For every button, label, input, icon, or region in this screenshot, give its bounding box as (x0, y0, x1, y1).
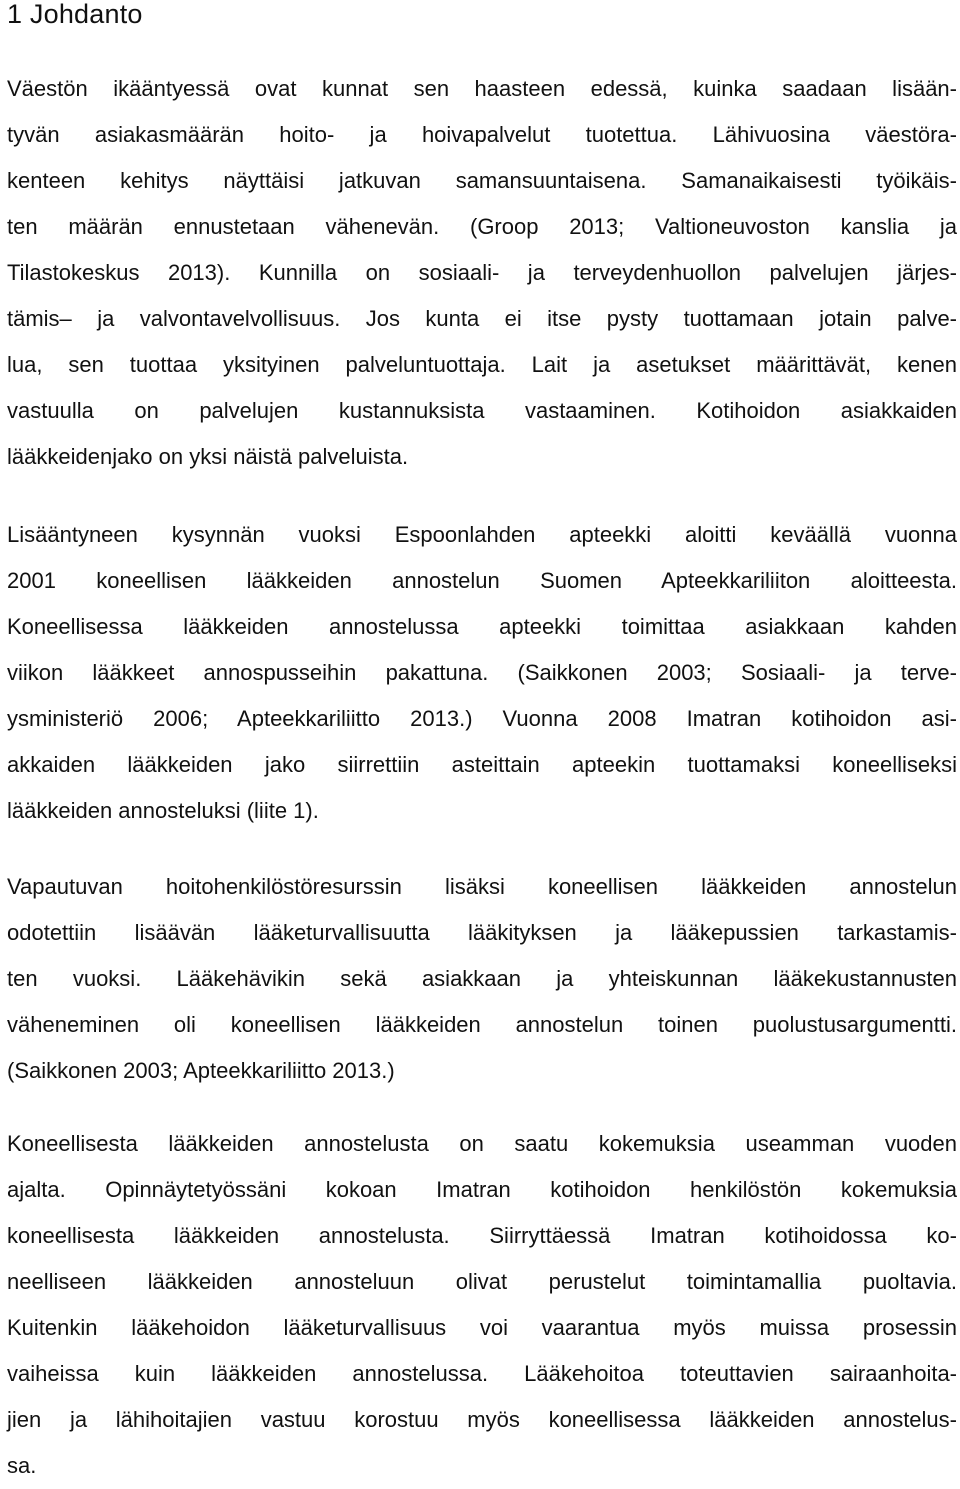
paragraph-line: lääkkeidenjako on yksi näistä palveluista. (7, 444, 409, 469)
paragraph-line: jien ja lähihoitajien vastuu korostuu myös koneellisessa lääkkeiden annostelus- (7, 1407, 957, 1432)
paragraph-2 (7, 512, 957, 834)
paragraph-line: lua, sen tuottaa yksityinen palveluntuottaja. Lait ja asetukset määrittävät, kenen (7, 352, 957, 377)
paragraph-line: (Saikkonen 2003; Apteekkariliitto 2013.) (7, 1058, 395, 1083)
paragraph-line: neelliseen lääkkeiden annosteluun olivat perustelut toimintamallia puoltavia. (7, 1269, 957, 1294)
paragraph-line: lääkkeiden annosteluksi (liite 1). (7, 798, 319, 823)
paragraph-line: Väestön ikääntyessä ovat kunnat sen haasteen edessä, kuinka saadaan lisään- (7, 76, 957, 101)
paragraph-4 (7, 1121, 957, 1489)
paragraph-line: ysministeriö 2006; Apteekkariliitto 2013.) Vuonna 2008 Imatran kotihoidon asi- (7, 706, 957, 731)
paragraph-line: Tilastokeskus 2013). Kunnilla on sosiaali- ja terveydenhuollon palvelujen järjes- (7, 260, 957, 285)
paragraph-line: väheneminen oli koneellisen lääkkeiden annostelun toinen puolustusargumentti. (7, 1012, 957, 1037)
paragraph-3 (7, 864, 957, 1094)
paragraph-line: ten vuoksi. Lääkehävikin sekä asiakkaan ja yhteiskunnan lääkekustannusten (7, 966, 957, 991)
paragraph-line: Koneellisesta lääkkeiden annostelusta on saatu kokemuksia useamman vuoden (7, 1131, 957, 1156)
paragraph-line: kenteen kehitys näyttäisi jatkuvan samansuuntaisena. Samanaikaisesti työikäis- (7, 168, 957, 193)
paragraph-line: Vapautuvan hoitohenkilöstöresurssin lisäksi koneellisen lääkkeiden annostelun (7, 874, 957, 899)
paragraph-line: viikon lääkkeet annospusseihin pakattuna. (Saikkonen 2003; Sosiaali- ja terve- (7, 660, 957, 685)
paragraph-line: Koneellisessa lääkkeiden annostelussa apteekki toimittaa asiakkaan kahden (7, 614, 957, 639)
paragraph-line: vastuulla on palvelujen kustannuksista vastaaminen. Kotihoidon asiakkaiden (7, 398, 957, 423)
paragraph-1 (7, 66, 957, 480)
section-heading: 1 Johdanto (7, 0, 143, 29)
paragraph-line: ten määrän ennustetaan vähenevän. (Groop 2013; Valtioneuvoston kanslia ja (7, 214, 957, 239)
paragraph-line: tyvän asiakasmäärän hoito- ja hoivapalvelut tuotettua. Lähivuosina väestöra- (7, 122, 957, 147)
paragraph-line: ajalta. Opinnäytetyössäni kokoan Imatran kotihoidon henkilöstön kokemuksia (7, 1177, 957, 1202)
paragraph-line: tämis– ja valvontavelvollisuus. Jos kunta ei itse pysty tuottamaan jotain palve- (7, 306, 957, 331)
paragraph-line: 2001 koneellisen lääkkeiden annostelun Suomen Apteekkariliiton aloitteesta. (7, 568, 957, 593)
paragraph-line: odotettiin lisäävän lääketurvallisuutta lääkityksen ja lääkepussien tarkastamis- (7, 920, 957, 945)
paragraph-line: Kuitenkin lääkehoidon lääketurvallisuus voi vaarantua myös muissa prosessin (7, 1315, 957, 1340)
paragraph-line: vaiheissa kuin lääkkeiden annostelussa. Lääkehoitoa toteuttavien sairaanhoita- (7, 1361, 957, 1386)
paragraph-line: Lisääntyneen kysynnän vuoksi Espoonlahden apteekki aloitti keväällä vuonna (7, 522, 957, 547)
paragraph-line: akkaiden lääkkeiden jako siirrettiin asteittain apteekin tuottamaksi koneelliseksi (7, 752, 957, 777)
paragraph-line: koneellisesta lääkkeiden annostelusta. Siirryttäessä Imatran kotihoidossa ko- (7, 1223, 957, 1248)
paragraph-line: sa. (7, 1453, 37, 1478)
